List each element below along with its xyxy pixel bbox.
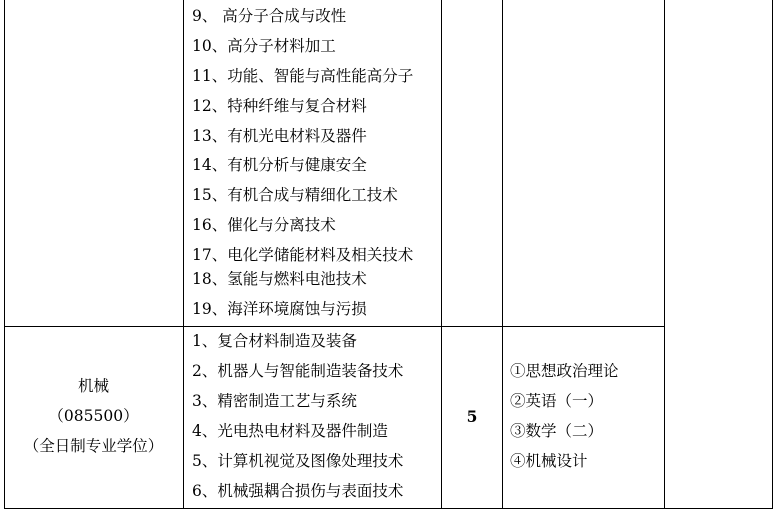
list-item: 10、高分子材料加工	[192, 37, 336, 55]
table-border-right	[772, 0, 773, 509]
program-code: （085500）	[48, 407, 139, 425]
enrollment-count: 5	[466, 407, 478, 426]
list-item: 1、复合材料制造及装备	[192, 332, 357, 350]
exam-subject: ④机械设计	[510, 452, 588, 470]
exam-subject: ①思想政治理论	[510, 362, 619, 380]
column-divider-1	[183, 0, 184, 509]
list-item: 4、光电热电材料及器件制造	[192, 422, 388, 440]
column-divider-3	[502, 0, 503, 509]
list-item: 9、 高分子合成与改性	[192, 7, 347, 25]
list-item: 11、功能、智能与高性能高分子	[192, 67, 414, 85]
column-divider-2	[441, 0, 442, 509]
exam-subject: ②英语（一）	[510, 392, 604, 410]
list-item: 2、机器人与智能制造装备技术	[192, 362, 404, 380]
program-name: 机械	[77, 377, 109, 395]
list-item: 17、电化学储能材料及相关技术	[192, 246, 414, 264]
list-item: 12、特种纤维与复合材料	[192, 97, 367, 115]
list-item: 15、有机合成与精细化工技术	[192, 186, 398, 204]
column-divider-4	[664, 0, 665, 509]
table-border-bottom	[4, 508, 773, 509]
list-item: 14、有机分析与健康安全	[192, 156, 367, 174]
list-item: 6、机械强耦合损伤与表面技术	[192, 482, 404, 500]
row-divider	[4, 326, 665, 327]
list-item: 13、有机光电材料及器件	[192, 127, 367, 145]
program-type: （全日制专业学位）	[23, 437, 164, 455]
list-item: 19、海洋环境腐蚀与污损	[192, 300, 367, 318]
list-item: 3、精密制造工艺与系统	[192, 392, 357, 410]
list-item: 5、计算机视觉及图像处理技术	[192, 452, 404, 470]
list-item: 18、氢能与燃料电池技术	[192, 270, 367, 288]
table-border-left	[4, 0, 5, 509]
exam-subject: ③数学（二）	[510, 422, 604, 440]
list-item: 16、催化与分离技术	[192, 216, 336, 234]
